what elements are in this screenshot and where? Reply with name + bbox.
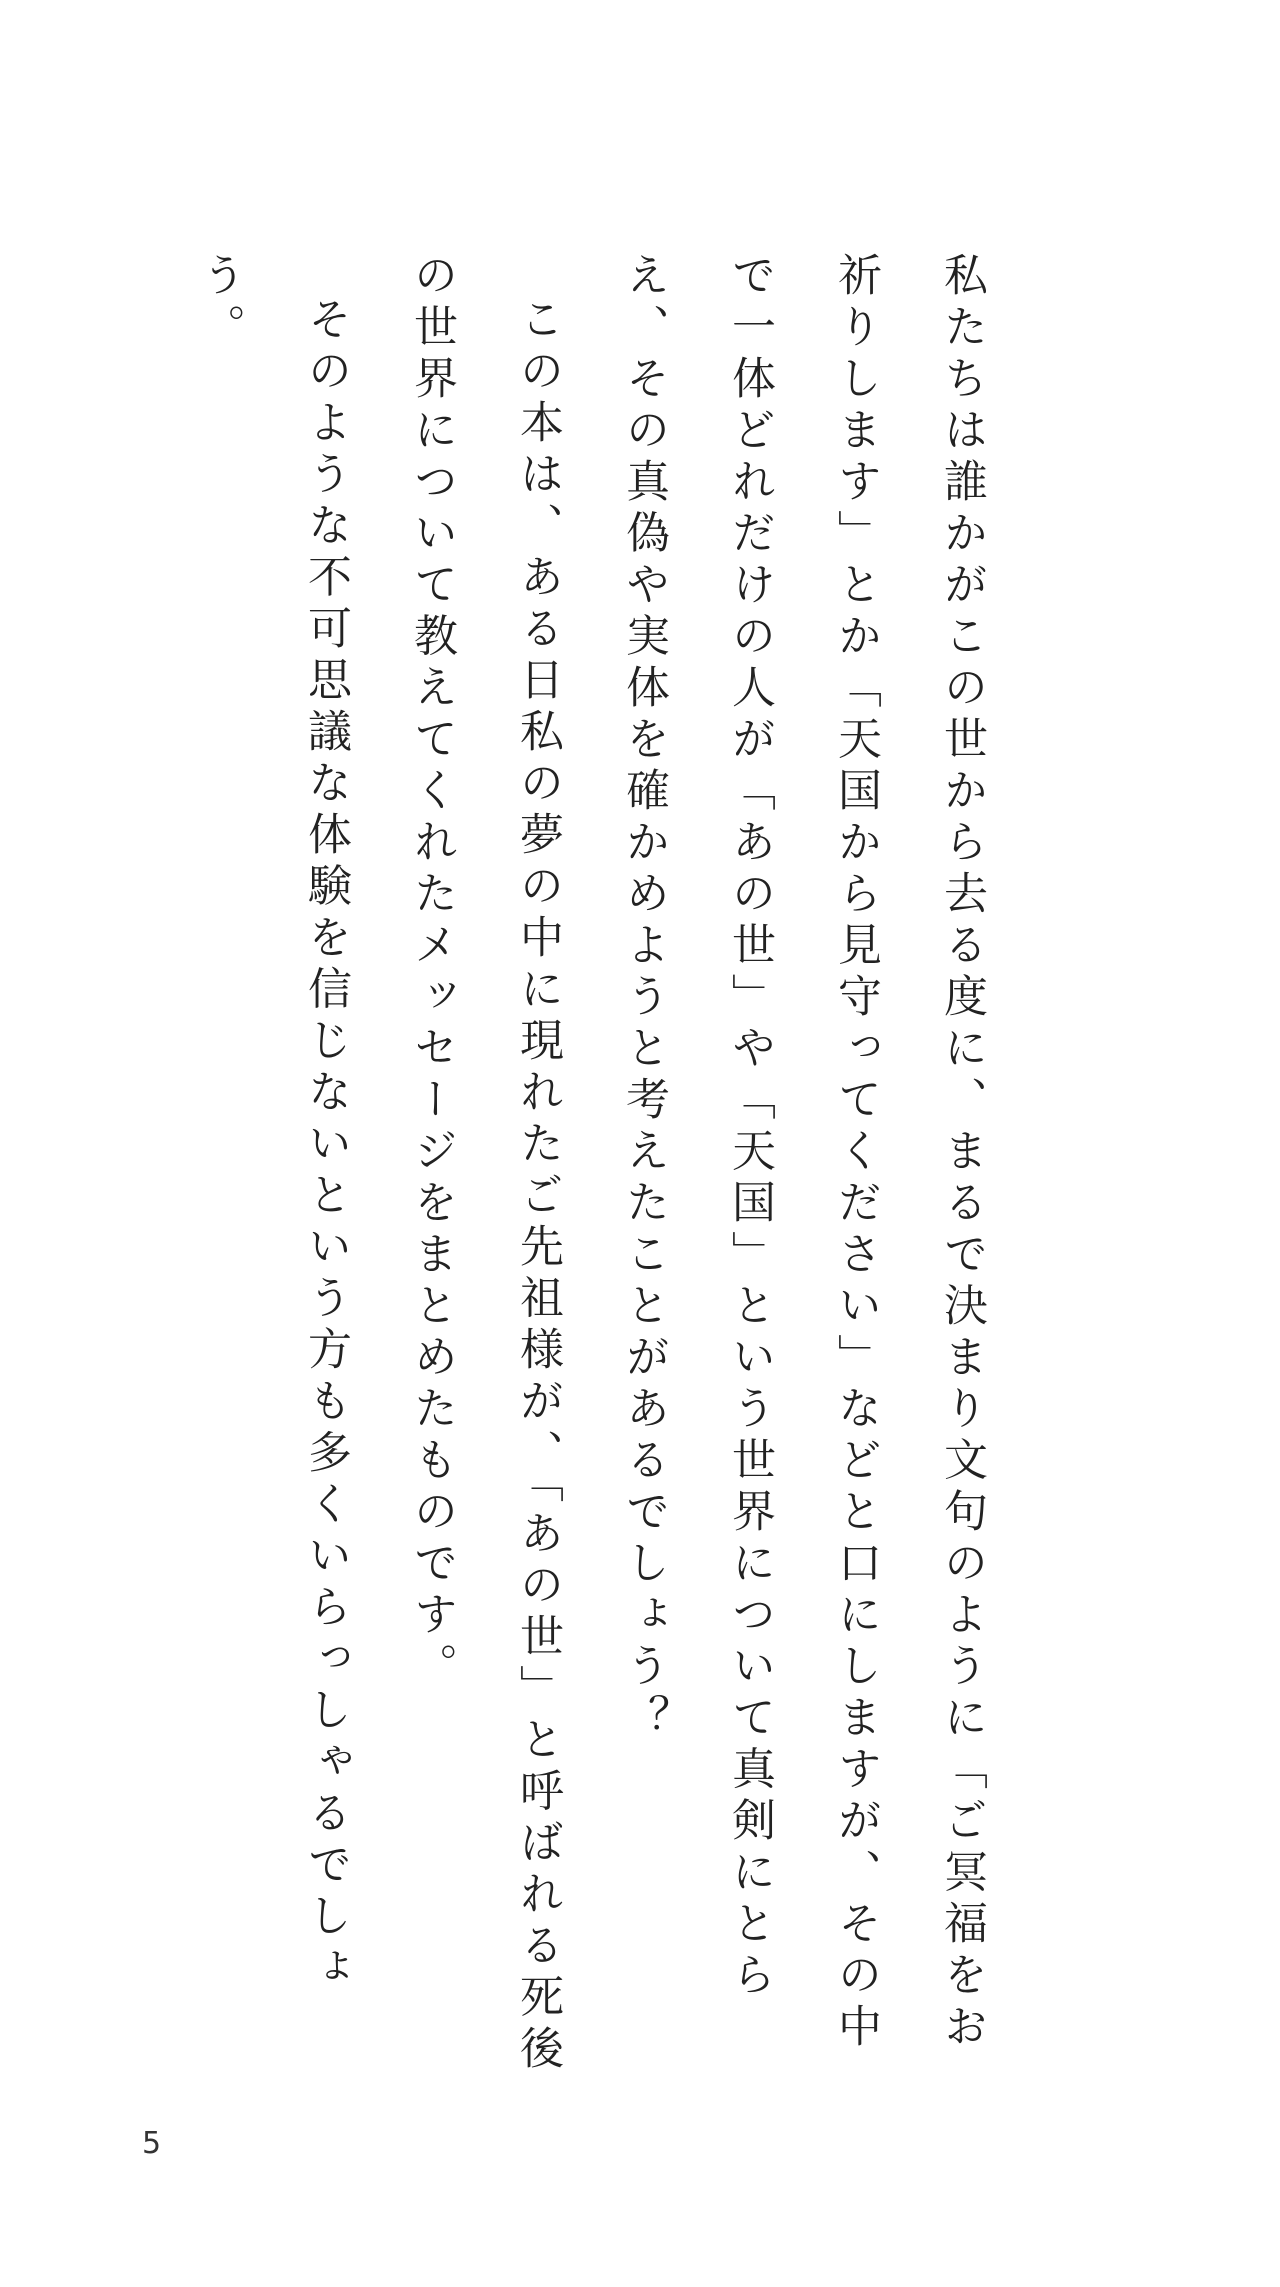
paragraph-1: 私たちは誰かがこの世から去る度に、まるで決まり文句のように「ご冥福をお祈りします」とか「天国から見守ってください」などと口にしますが、その中で一体どれだけの人が「あの世」や「天国」という世界について真剣にとらえ、その真偽や実体を確かめようと考えたことがあるでしょう？	[618, 252, 987, 2055]
vertical-text-body	[166, 252, 1120, 2092]
paragraph-2: この本は、ある日私の夢の中に現れたご先祖様が、「あの世」と呼ばれる死後の世界について教えてくれたメッセージをまとめたものです。	[406, 252, 563, 2077]
paragraph-3: そのような不可思議な体験を信じないという方も多くいらっしゃるでしょう。	[194, 252, 351, 1996]
page-number: 5	[142, 2126, 162, 2161]
